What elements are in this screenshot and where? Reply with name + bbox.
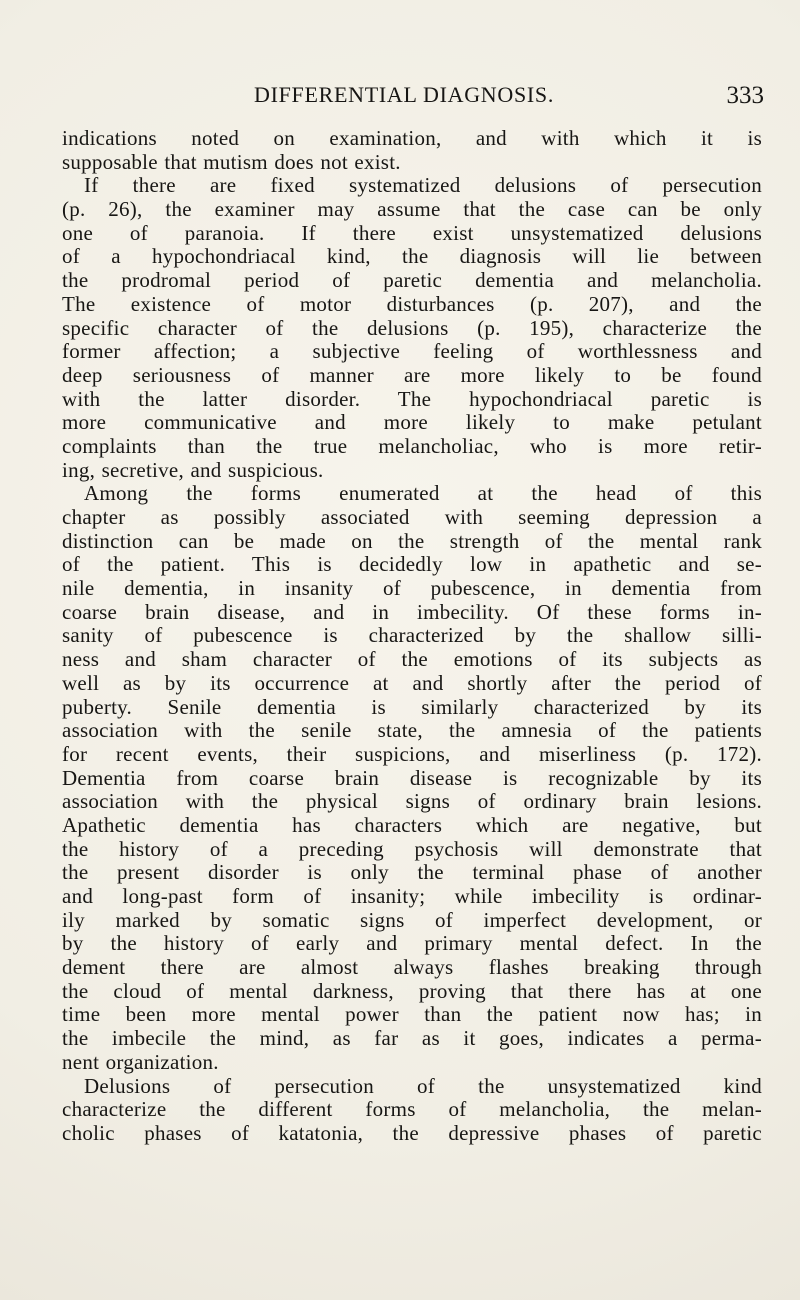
- text-line-7: the prodromal period of paretic dementia and melancholia.: [62, 268, 762, 293]
- text-line-16: Among the forms enumerated at the head of this: [84, 481, 762, 506]
- text-line-18: distinction can be made on the strength of the mental rank: [62, 528, 762, 553]
- text-line-2: supposable that mutism does not exist.: [62, 149, 401, 174]
- text-line-21: coarse brain disease, and in imbecility. Of these forms in-: [62, 599, 762, 624]
- text-line-32: the present disorder is only the terminal phase of another: [62, 860, 762, 885]
- text-line-19: of the patient. This is decidedly low in apathetic and se-: [62, 552, 762, 577]
- text-line-12: with the latter disorder. The hypochondriacal paretic is: [62, 386, 762, 411]
- text-line-28: Dementia from coarse brain disease is recognizable by its: [62, 765, 762, 790]
- text-line-4: (p. 26), the examiner may assume that the case can be only: [62, 197, 762, 222]
- text-line-22: sanity of pubescence is characterized by the shallow silli-: [62, 623, 762, 648]
- text-line-6: of a hypochondriacal kind, the diagnosis will lie between: [62, 244, 762, 269]
- text-line-27: for recent events, their suspicions, and miserliness (p. 172).: [62, 741, 762, 766]
- text-line-25: puberty. Senile dementia is similarly characterized by its: [62, 694, 762, 719]
- text-line-8: The existence of motor disturbances (p. 207), and the: [62, 291, 762, 316]
- text-line-11: deep seriousness of manner are more likely to be found: [62, 362, 762, 387]
- text-line-41: Delusions of persecution of the unsystematized kind: [84, 1073, 762, 1098]
- text-line-15: ing, secretive, and suspicious.: [62, 457, 324, 482]
- text-line-14: complaints than the true melancholiac, who is more retir-: [62, 433, 762, 458]
- text-line-10: former affection; a subjective feeling of worthlessness and: [62, 339, 762, 364]
- text-line-9: specific character of the delusions (p. 195), characterize the: [62, 315, 762, 340]
- text-line-23: ness and sham character of the emotions of its subjects as: [62, 647, 762, 672]
- text-line-1: indications noted on examination, and with which it is: [62, 126, 762, 150]
- text-line-13: more communicative and more likely to make petulant: [62, 410, 762, 435]
- text-line-43: cholic phases of katatonia, the depressive phases of paretic: [62, 1120, 762, 1145]
- text-line-26: association with the senile state, the amnesia of the patients: [62, 718, 762, 743]
- text-line-35: by the history of early and primary mental defect. In the: [62, 931, 762, 956]
- text-line-29: association with the physical signs of ordinary brain lesions.: [62, 789, 762, 814]
- text-line-17: chapter as possibly associated with seeming depression a: [62, 505, 762, 529]
- text-line-37: the cloud of mental darkness, proving that there has at one: [62, 978, 762, 1003]
- text-line-36: dement there are almost always flashes breaking through: [62, 955, 762, 980]
- text-line-34: ily marked by somatic signs of imperfect development, or: [62, 907, 762, 932]
- text-line-40: nent organization.: [62, 1049, 219, 1074]
- text-line-5: one of paranoia. If there exist unsystematized delusions: [62, 220, 762, 245]
- text-line-24: well as by its occurrence at and shortly after the period of: [62, 670, 762, 695]
- text-line-42: characterize the different forms of melancholia, the melan-: [62, 1097, 762, 1122]
- text-line-39: the imbecile the mind, as far as it goes, indicates a perma-: [62, 1026, 762, 1051]
- running-head: [254, 82, 764, 122]
- text-line-3: If there are fixed systematized delusions of persecution: [84, 173, 762, 198]
- text-line-33: and long-past form of insanity; while imbecility is ordinar-: [62, 884, 762, 908]
- text-line-38: time been more mental power than the patient now has; in: [62, 1002, 762, 1027]
- text-line-20: nile dementia, in insanity of pubescence, in dementia from: [62, 576, 762, 601]
- text-line-31: the history of a preceding psychosis will demonstrate that: [62, 836, 762, 861]
- chapter-title: DIFFERENTIAL DIAGNOSIS.: [254, 82, 555, 107]
- text-line-30: Apathetic dementia has characters which are negative, but: [62, 812, 762, 837]
- page-number: 333: [726, 82, 764, 109]
- body-text: [62, 127, 762, 1146]
